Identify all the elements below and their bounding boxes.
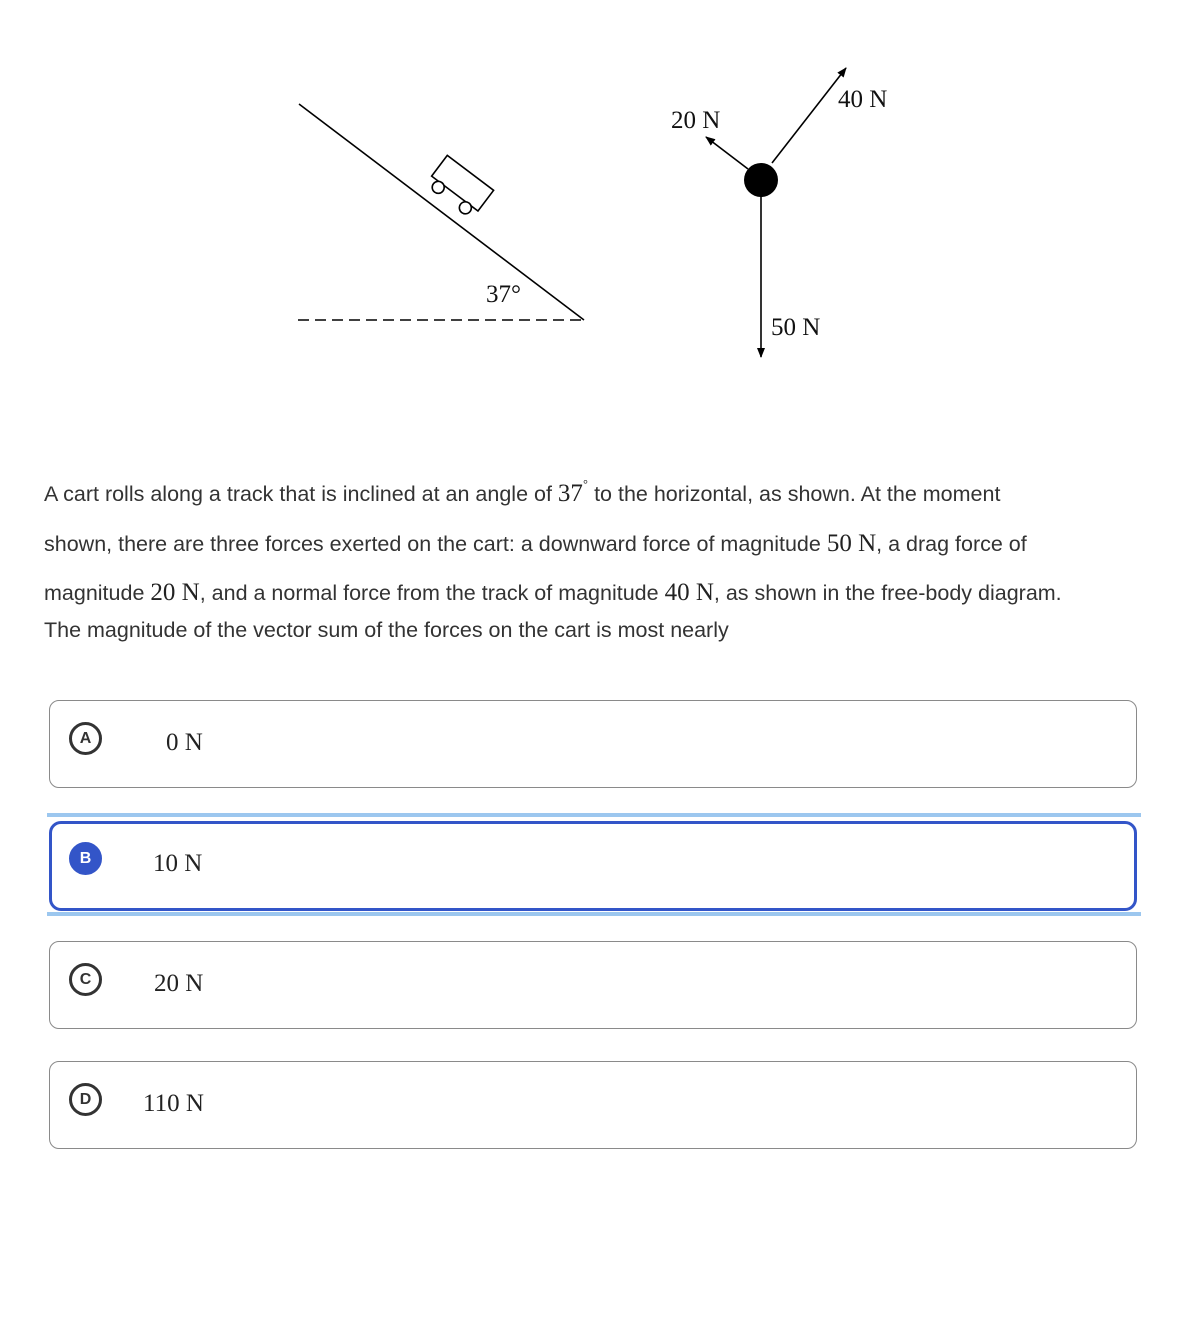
selected-highlight-bottom: [47, 912, 1141, 916]
free-body-diagram: [671, 68, 887, 357]
question-text-segment: A cart rolls along a track that is inclined at an angle of: [44, 482, 558, 506]
figure-svg: [0, 0, 1179, 380]
drag-force-label: 20 N: [671, 107, 721, 134]
incline-track: [299, 104, 584, 320]
answer-choice-c[interactable]: [49, 941, 1137, 1029]
question-text-segment: to the horizontal, as shown. At the moment: [588, 482, 1001, 506]
incline-diagram: [298, 104, 584, 320]
choice-text-d: 110 N: [143, 1090, 204, 1117]
choice-letter-badge-a: A: [69, 722, 102, 755]
question-text-segment: shown, there are three forces exerted on the cart: a downward force of magnitude: [44, 532, 827, 556]
degree-symbol: °: [582, 476, 589, 492]
downward-force-value: 50 N: [826, 530, 877, 557]
choice-letter-badge-b: B: [69, 842, 102, 875]
problem-figure: [0, 0, 1179, 380]
normal-force-arrow: [772, 68, 846, 163]
question-line-2: [44, 530, 1027, 558]
normal-force-value: 40 N: [664, 579, 714, 606]
question-text-segment: , a drag force of: [876, 532, 1027, 556]
answer-choice-d[interactable]: [49, 1061, 1137, 1149]
cart: [425, 155, 494, 219]
body-point: [744, 163, 778, 197]
drag-force-value: 20 N: [150, 579, 200, 606]
question-line-4: The magnitude of the vector sum of the forces on the cart is most nearly: [44, 618, 729, 642]
answer-choice-a[interactable]: [49, 700, 1137, 788]
question-text-segment: , as shown in the free-body diagram.: [713, 581, 1062, 605]
choice-text-c: 20 N: [154, 970, 204, 997]
downward-force-label: 50 N: [771, 314, 821, 341]
angle-value: 37: [557, 480, 583, 507]
angle-label: 37°: [486, 281, 521, 308]
drag-force-arrow: [706, 137, 748, 169]
normal-force-label: 40 N: [838, 86, 888, 113]
choice-text-a: 0 N: [166, 729, 203, 756]
question-text-segment: magnitude: [44, 581, 151, 605]
choice-letter-badge-d: D: [69, 1083, 102, 1116]
selected-highlight-top: [47, 813, 1141, 817]
choice-letter-badge-c: C: [69, 963, 102, 996]
answer-choice-b[interactable]: [49, 821, 1137, 911]
question-text-segment: , and a normal force from the track of magnitude: [199, 581, 665, 605]
choice-text-b: 10 N: [153, 850, 203, 877]
question-line-3: [44, 579, 1062, 607]
question-line-1: [44, 476, 1001, 508]
